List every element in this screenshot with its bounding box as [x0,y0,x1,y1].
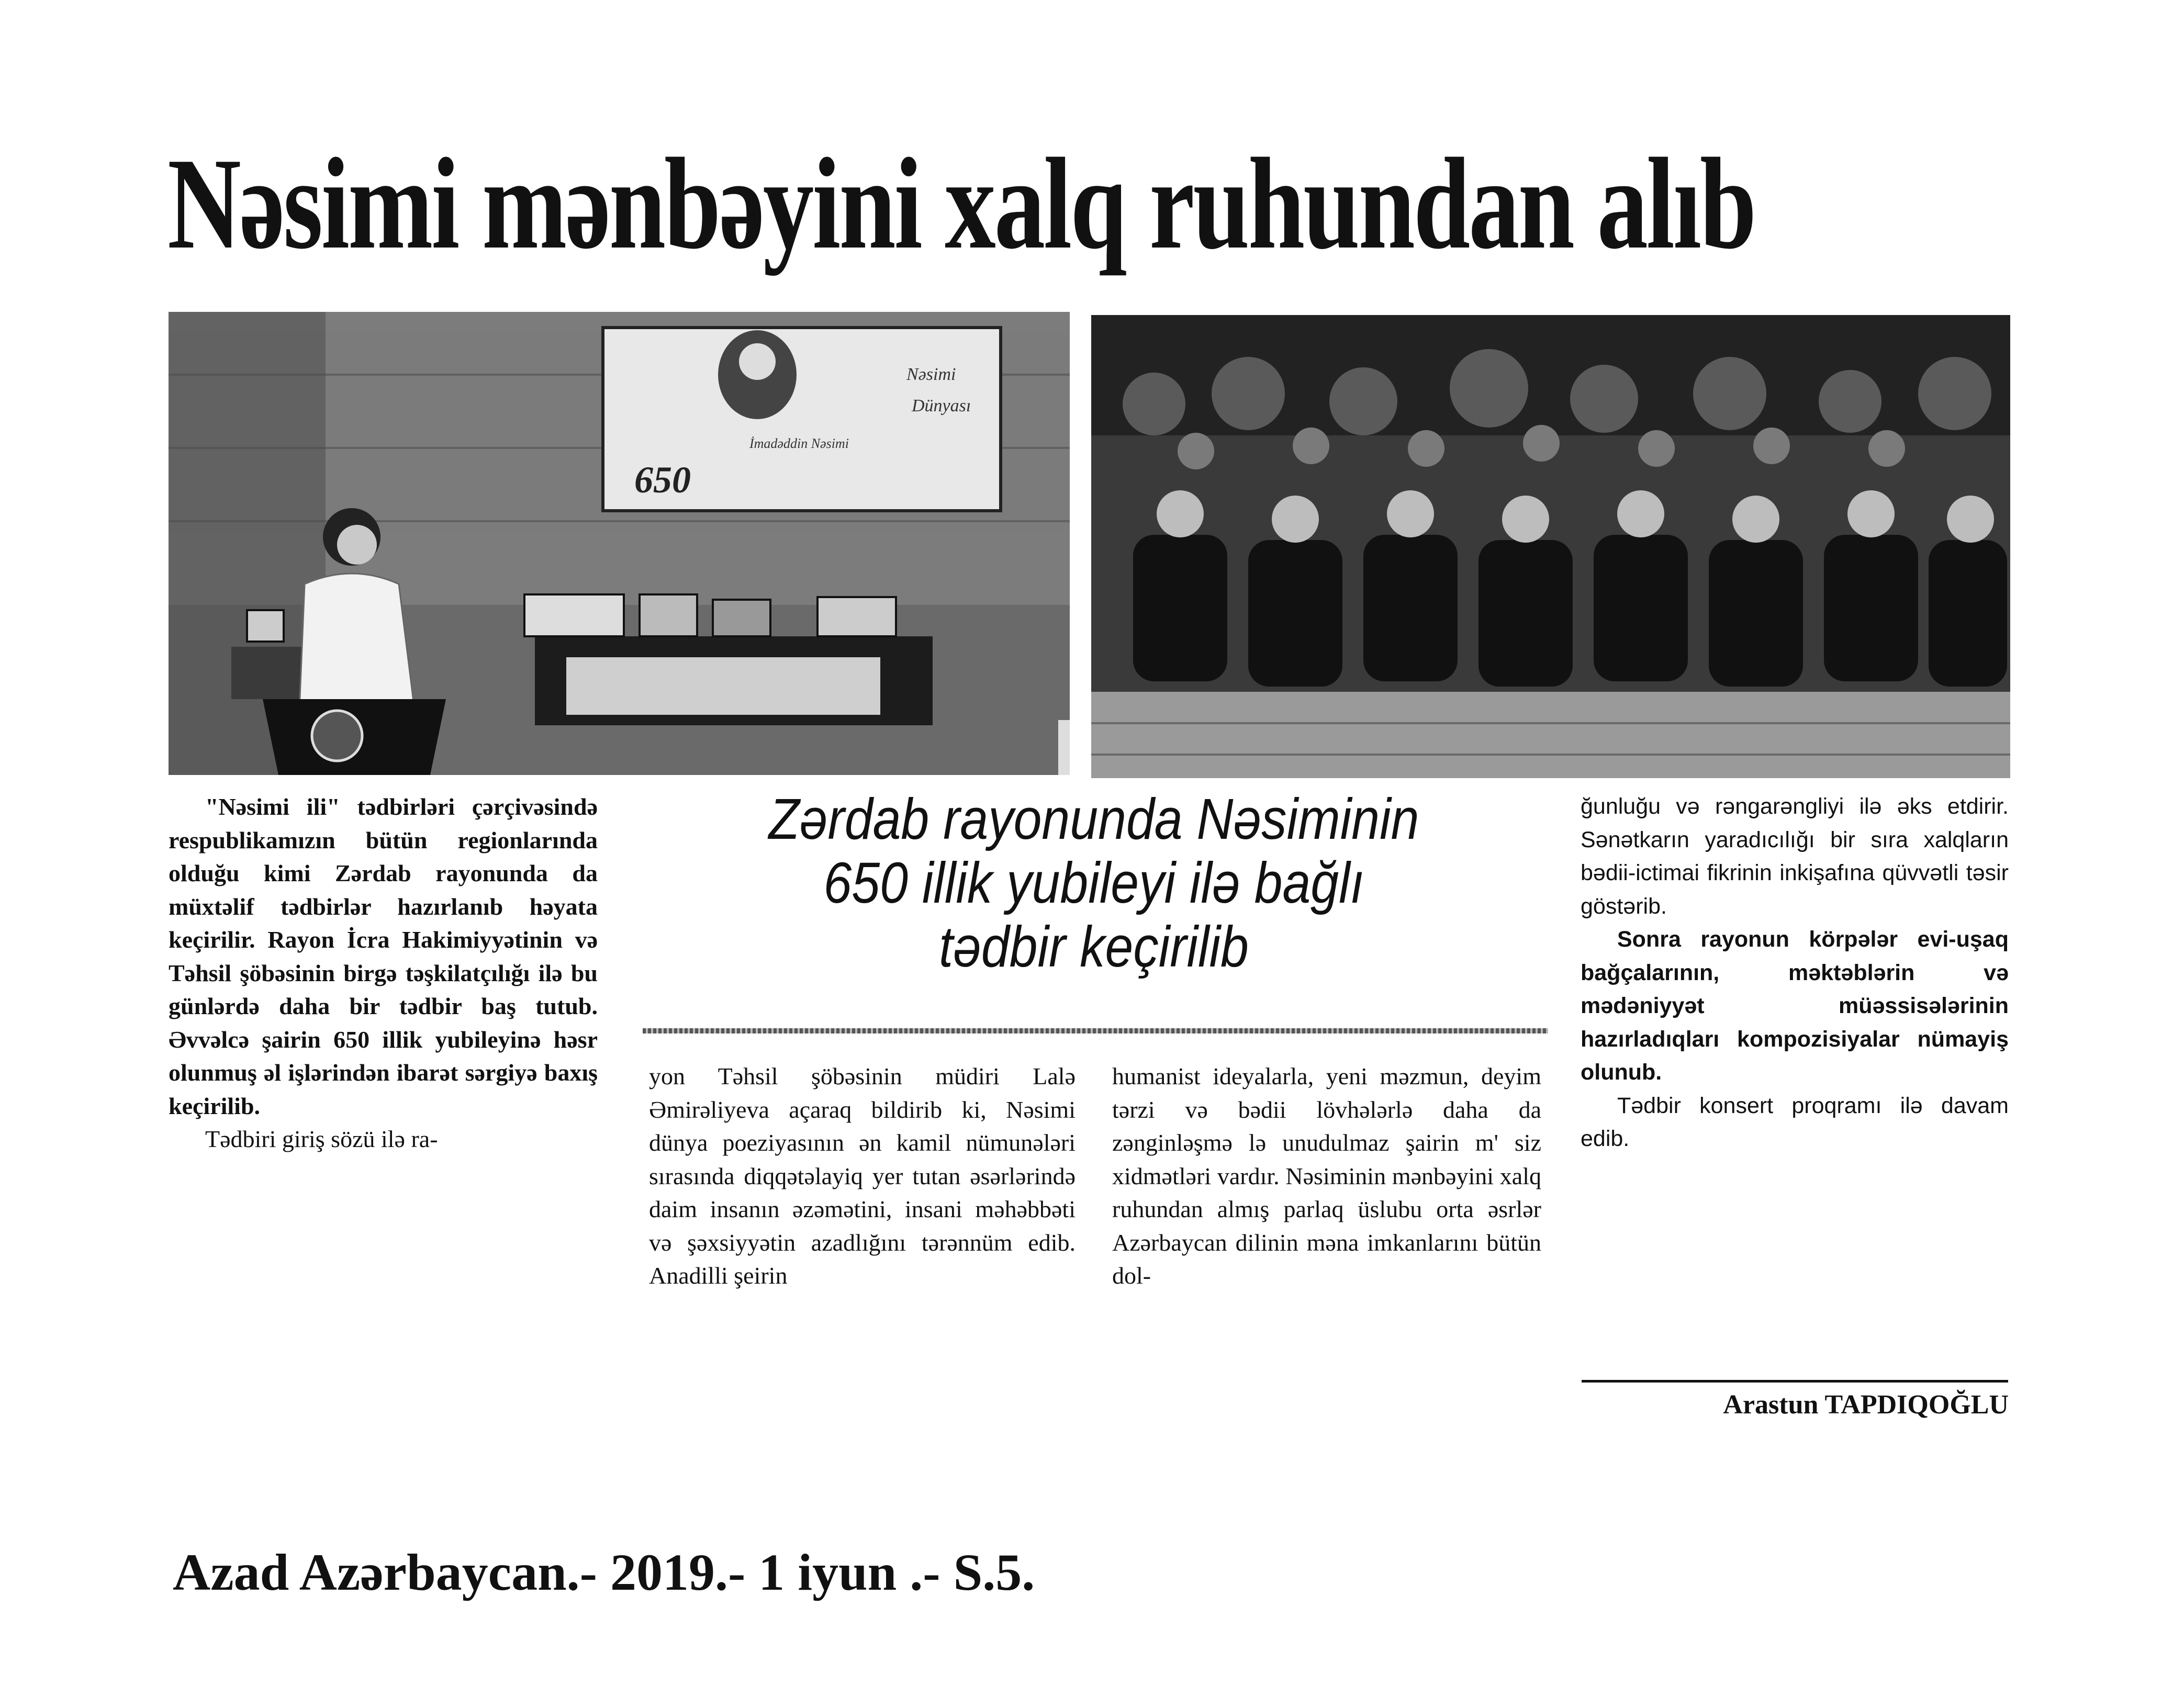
article-column-2 [649,1060,1076,1293]
subheadline-line-3: tədbir keçirilib [939,915,1249,979]
subheadline-line-2: 650 illik yubileyi ilə bağlı [823,851,1364,915]
article-column-3 [1112,1060,1541,1293]
author-divider [1582,1380,2008,1383]
col3-paragraph: humanist ideyalarla, yeni məzmun, deyim tərzi və bədii lövhələrlə daha da zənginləşmə lə unudulmaz şairin m' siz xidmətləri vardır. Nəsiminin mənbəyini xalq ruhundan almış parlaq üslubu orta əsrlər Azərbaycan dilinin məna imkanlarını bütün dol- [1112,1063,1541,1289]
banner-text-3: İmadəddin Nəsimi [749,436,849,451]
banner-year: 650 [634,459,691,501]
col4-paragraph-1: ğunluğu və rəngarəngliyi ilə əks etdirir. Sənətkarın yaradıcılığı bir sıra xalqların bədii-ictimai fikrinin inkişafına qüvvətli təsir göstərib. [1581,794,2009,919]
subheadline [693,788,1494,979]
col4-paragraph-3: Tədbir konsert proqramı ilə davam edib. [1581,1093,2009,1151]
banner-text-1: Nəsimi [906,365,956,384]
emblem-icon [312,711,362,761]
photo-speaker-at-podium [169,312,1070,775]
col1-paragraph-2: Tədbiri giriş sözü ilə ra- [205,1126,438,1152]
article-column-4 [1581,790,2009,1156]
article-column-1 [169,790,598,1156]
headline: Nəsimi mənbəyini xalq ruhundan alıb [167,131,1755,276]
subheadline-line-1: Zərdab rayonunda Nəsiminin [768,787,1419,851]
col2-paragraph: yon Təhsil şöbəsinin müdiri Lalə Əmirəliyeva açaraq bildirib ki, Nəsimi dünya poeziyasının ən kamil nümunələri sırasında diqqətəlayiq yer tutan əsərlərində daim insanın əzəmətini, insani məhəbbəti və şəxsiyyətin azadlığını tərənnüm edib. Anadilli şeirin [649,1063,1076,1289]
source-citation: Azad Azərbaycan.- 2019.- 1 iyun .- S.5. [173,1543,1035,1601]
col1-paragraph-1: "Nəsimi ili" tədbirləri çərçivəsində respublikamızın bütün regionlarında olduğu kimi Zərdab rayonunda da müxtəlif tədbirlər hazırlanıb həyata keçirilir. Rayon İcra Hakimiyyətinin və Təhsil şöbəsinin birgə təşkilatçılığı ilə bu günlərdə daha bir tədbir baş tutub. Əvvəlcə şairin 650 illik yubileyinə həsr olunmuş əl işlərindən ibarət sərgiyə baxış keçirilib. [169,793,598,1119]
speaker-photo-illustration [169,312,1070,775]
author-byline: Arastun TAPDIQOĞLU [1723,1390,2009,1420]
audience-photo-illustration [1091,315,2010,778]
banner-text-2: Dünyası [912,396,971,415]
col4-paragraph-2: Sonra rayonun körpələr evi-uşaq bağçalarının, məktəblərin və mədəniyyət müəssisələrinin hazırladıqları kompozisiyalar nümayiş olunub. [1581,927,2009,1085]
photo-seated-audience [1091,315,2010,778]
subheadline-divider [643,1028,1548,1033]
